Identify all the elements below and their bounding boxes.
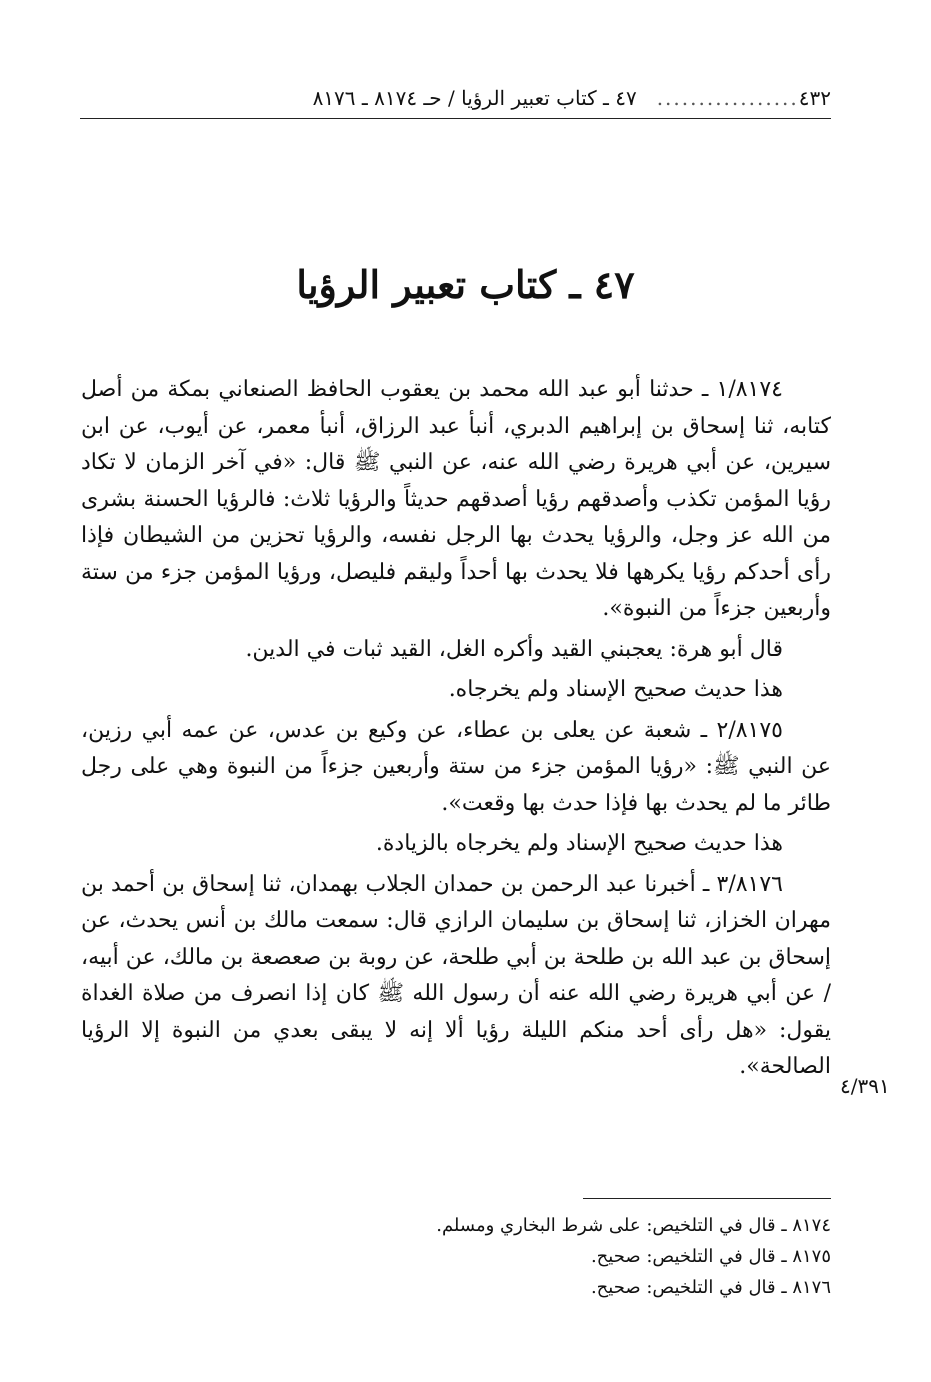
hadith-8174: ١/٨١٧٤ ـ حدثنا أبو عبد الله محمد بن يعقوب الحافظ الصنعاني بمكة من أصل كتابه، ثنا إسحاق بن إبراهيم الدبري، أنبأ عبد الرزاق، أنبأ معمر، عن أيوب، عن ابن سيرين، عن أبي هريرة رضي الله عنه، عن النبي ﷺ قال: «في آخر الزمان لا تكاد رؤيا المؤمن تكذب وأصدقهم رؤيا أصدقهم حديثاً والرؤيا ثلاث: فالرؤيا الحسنة بشرى من الله عز وجل، والرؤيا يحدث بها الرجل نفسه، والرؤيا تحزين من الشيطان فإذا رأى أحدكم رؤيا يكرهها فلا يحدث بها أحداً وليقم فليصل، ورؤيا المؤمن جزء من ستة وأربعين جزءاً من النبوة».: [81, 377, 831, 621]
margin-reference: ٤/٣٩١: [840, 1074, 890, 1098]
comment-abu-hurayra: قال أبو هرة: يعجبني القيد وأكره الغل، القيد ثبات في الدين.: [245, 636, 783, 662]
header-leader-dots: .................: [656, 86, 799, 110]
footnotes: [431, 1210, 831, 1303]
footnote-8175: ٨١٧٥ ـ قال في التلخيص: صحيح.: [590, 1246, 831, 1267]
running-header: [80, 82, 831, 119]
grading-8175: هذا حديث صحيح الإسناد ولم يخرجاه بالزيادة.: [375, 831, 783, 856]
hadith-8176: ٣/٨١٧٦ ـ أخبرنا عبد الرحمن بن حمدان الجلاب بهمدان، ثنا إسحاق بن أحمد بن مهران الخزاز، ثنا إسحاق بن سليمان الرازي قال: سمعت مالك بن أنس يحدث، عن إسحاق بن عبد الله بن طلحة بن أبي طلحة، عن روبة بن صعصعة بن مالك، عن أبيه، / عن أبي هريرة رضي الله عنه أن رسول الله ﷺ كان إذا انصرف من صلاة الغداة يقول: «هل رأى أحد منكم الليلة رؤيا ألا إنه لا يبقى بعدي من النبوة إلا الرؤيا الصالحة».: [81, 871, 832, 1079]
footnote-separator: [583, 1198, 831, 1199]
page-number: ٤٣٢: [798, 86, 831, 110]
footnote-8176: ٨١٧٦ ـ قال في التلخيص: صحيح.: [590, 1277, 831, 1298]
footnote-8174: ٨١٧٤ ـ قال في التلخيص: على شرط البخاري ومسلم.: [436, 1215, 831, 1236]
main-text: [81, 372, 831, 1086]
header-title: ٤٧ ـ كتاب تعبير الرؤيا / حـ ٨١٧٤ ـ ٨١٧٦: [312, 86, 637, 110]
chapter-title: ٤٧ ـ كتاب تعبير الرؤيا: [296, 262, 635, 307]
hadith-8175: ٢/٨١٧٥ ـ شعبة عن يعلى بن عطاء، عن وكيع بن عدس، عن عمه أبي رزين، عن النبي ﷺ: «رؤيا المؤمن جزء من ستة وأربعين جزءاً من النبوة وهي على رجل طائر ما لم يحدث بها فإذا حدث بها وقعت».: [81, 717, 831, 816]
grading-8174: هذا حديث صحيح الإسناد ولم يخرجاه.: [448, 677, 783, 702]
